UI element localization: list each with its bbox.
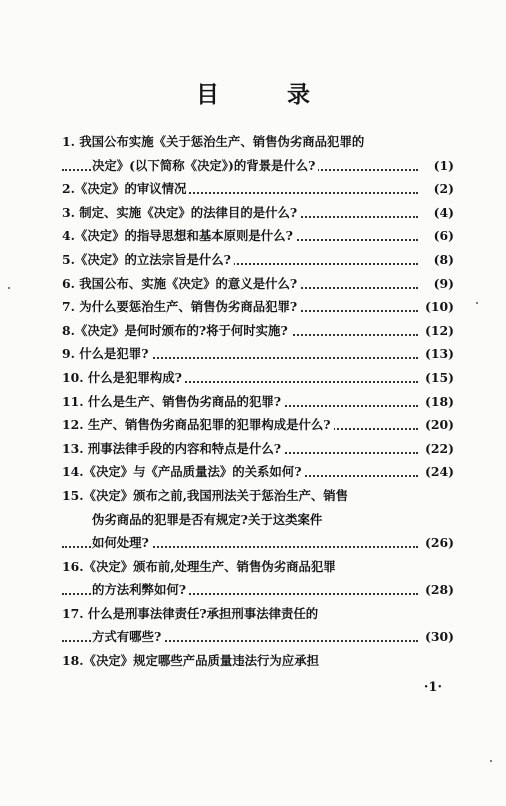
toc-entry-text: 决定》(以下简称《决定》)的背景是什么? xyxy=(92,158,318,173)
scan-speck xyxy=(490,760,492,762)
toc-entry xyxy=(62,177,454,201)
toc-page-number: (2) xyxy=(431,177,454,201)
toc-entry xyxy=(62,390,454,414)
toc-page-number: (6) xyxy=(431,224,454,248)
toc-entry-text: 2.《决定》的审议情况 xyxy=(62,181,189,196)
toc-entry xyxy=(62,555,454,602)
toc-page-number: (28) xyxy=(422,578,454,602)
toc-entry xyxy=(62,460,454,484)
toc-page-number: (8) xyxy=(431,248,454,272)
toc-entry-text: 16.《决定》颁布前,处理生产、销售伪劣商品犯罪 xyxy=(62,559,339,574)
toc-page-number: (12) xyxy=(422,319,454,343)
toc-entry-text: 12. 生产、销售伪劣商品犯罪的犯罪构成是什么? xyxy=(62,417,334,432)
toc-entry-line xyxy=(62,437,454,461)
toc-entry xyxy=(62,248,454,272)
toc-entry xyxy=(62,272,454,296)
scan-speck xyxy=(476,302,478,304)
toc-entry-line xyxy=(62,649,454,673)
toc-entry-line xyxy=(62,319,454,343)
toc-entry xyxy=(62,366,454,390)
toc-entry-line xyxy=(62,578,454,602)
toc-entry-line xyxy=(62,555,454,579)
toc-entry-line xyxy=(62,531,454,555)
toc-entry-text: 1. 我国公布实施《关于惩治生产、销售伪劣商品犯罪的 xyxy=(62,134,367,149)
toc-entry-text: 的方法利弊如何? xyxy=(92,582,189,597)
page-title: 目 录 xyxy=(195,81,340,108)
toc-page-number: (30) xyxy=(422,625,454,649)
toc-page-number: (9) xyxy=(431,272,454,296)
toc-entry xyxy=(62,437,454,461)
toc-entry-text: 11. 什么是生产、销售伪劣商品的犯罪? xyxy=(62,394,284,409)
toc-entry-text: 7. 为什么要惩治生产、销售伪劣商品犯罪? xyxy=(62,299,300,314)
toc-entry-text: 13. 刑事法律手段的内容和特点是什么? xyxy=(62,441,284,456)
page-number: ·1· xyxy=(423,680,442,695)
toc-entry-text: 方式有哪些? xyxy=(92,629,164,644)
toc-entry xyxy=(62,224,454,248)
toc-entry xyxy=(62,413,454,437)
toc-entry-line xyxy=(62,366,454,390)
toc-entry-line xyxy=(62,154,454,178)
toc-entry xyxy=(62,319,454,343)
toc-entry-line xyxy=(62,625,454,649)
toc-entry-line xyxy=(62,130,454,154)
toc-page-number: (15) xyxy=(422,366,454,390)
toc-entry-text: 3. 制定、实施《决定》的法律目的是什么? xyxy=(62,205,300,220)
table-of-contents xyxy=(62,130,454,673)
toc-entry-text: 8.《决定》是何时颁布的?将于何时实施? xyxy=(62,323,291,338)
toc-entry-text: 10. 什么是犯罪构成? xyxy=(62,370,185,385)
toc-page-number: (20) xyxy=(422,413,454,437)
toc-entry-text: 伪劣商品的犯罪是否有规定?关于这类案件 xyxy=(92,512,325,527)
toc-entry-text: 如何处理? xyxy=(92,535,152,550)
toc-entry-text: 6. 我国公布、实施《决定》的意义是什么? xyxy=(62,276,300,291)
toc-entry-line xyxy=(62,201,454,225)
toc-entry-line xyxy=(62,342,454,366)
toc-entry-text: 4.《决定》的指导思想和基本原则是什么? xyxy=(62,228,296,243)
toc-entry-line xyxy=(62,295,454,319)
toc-entry-text: 14.《决定》与《产品质量法》的关系如何? xyxy=(62,464,304,479)
toc-page-number: (4) xyxy=(431,201,454,225)
toc-entry xyxy=(62,602,454,649)
toc-entry-line xyxy=(62,508,454,532)
toc-entry-line xyxy=(62,460,454,484)
toc-entry-line xyxy=(62,248,454,272)
toc-page-number: (10) xyxy=(422,295,454,319)
toc-entry xyxy=(62,649,454,673)
toc-entry-text: 18.《决定》规定哪些产品质量违法行为应承担 xyxy=(62,653,322,668)
toc-entry-line xyxy=(62,413,454,437)
toc-page-number: (13) xyxy=(422,342,454,366)
toc-entry-line xyxy=(62,224,454,248)
scan-speck xyxy=(8,287,10,289)
toc-entry xyxy=(62,295,454,319)
toc-page-number: (22) xyxy=(422,437,454,461)
toc-entry xyxy=(62,201,454,225)
toc-page-number: (24) xyxy=(422,460,454,484)
toc-entry-line xyxy=(62,177,454,201)
toc-entry-text: 17. 什么是刑事法律责任?承担刑事法律责任的 xyxy=(62,606,321,621)
toc-entry-text: 15.《决定》颁布之前,我国刑法关于惩治生产、销售 xyxy=(62,488,351,503)
toc-entry-line xyxy=(62,390,454,414)
toc-page-number: (18) xyxy=(422,390,454,414)
toc-entry-line xyxy=(62,272,454,296)
toc-entry-line xyxy=(62,484,454,508)
toc-entry-line xyxy=(62,602,454,626)
toc-entry xyxy=(62,342,454,366)
toc-page-number: (1) xyxy=(431,154,454,178)
toc-entry-text: 5.《决定》的立法宗旨是什么? xyxy=(62,252,234,267)
toc-entry xyxy=(62,130,454,177)
toc-entry-text: 9. 什么是犯罪? xyxy=(62,346,151,361)
toc-entry xyxy=(62,484,454,555)
toc-page-number: (26) xyxy=(422,531,454,555)
